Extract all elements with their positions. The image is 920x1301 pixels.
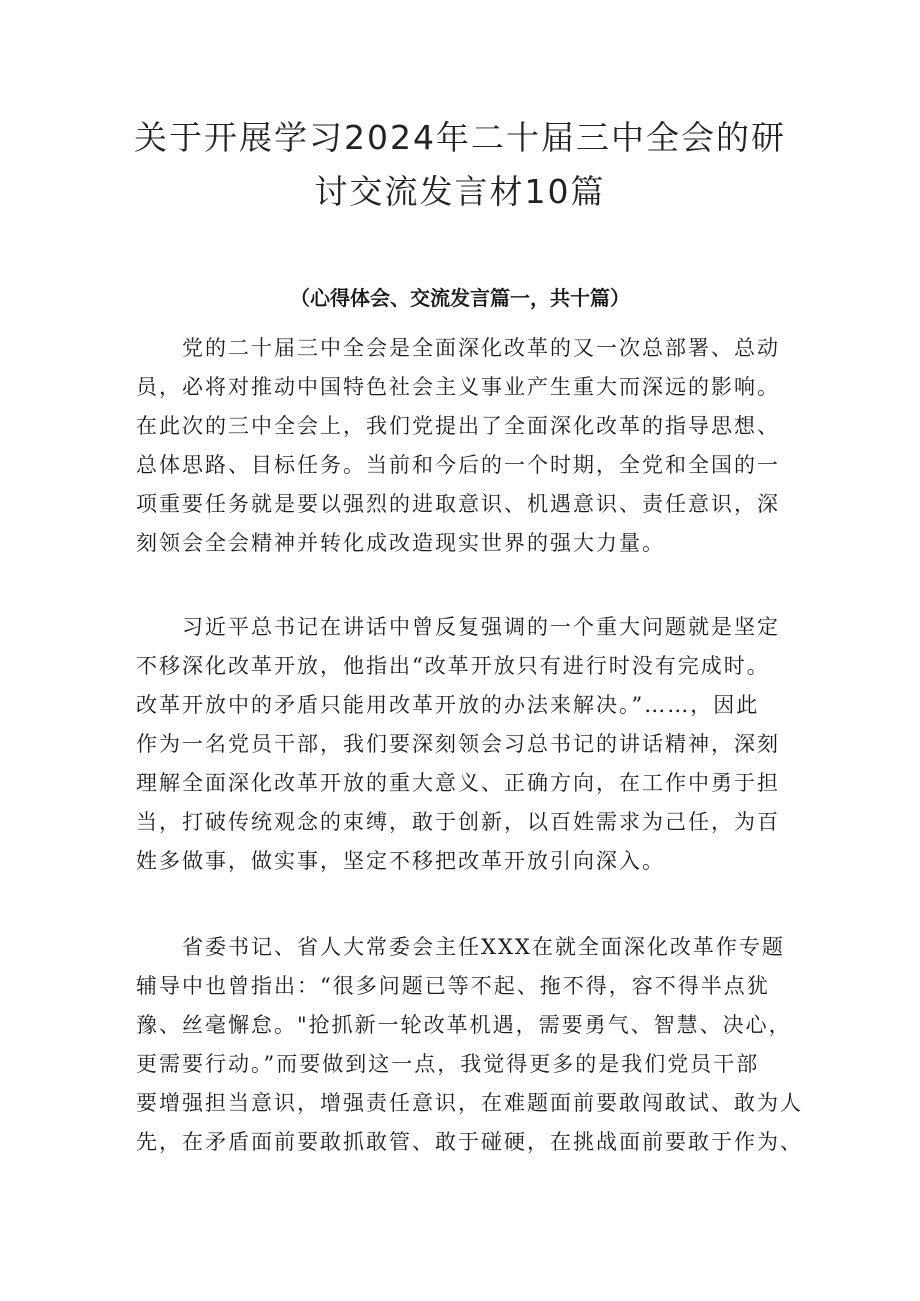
paragraph-line: 员，必将对推动中国特色社会主义事业产生重大而深远的影响。: [136, 375, 780, 399]
paragraph-line: 更需要行动。”而要做到这一点，我觉得更多的是我们党员干部: [136, 1052, 760, 1076]
paragraph-line: 省委书记、省人大常委会主任XXX在就全面深化改革作专题: [182, 935, 785, 959]
paragraph-2: [136, 608, 816, 881]
paragraph-line: 先，在矛盾面前要敢抓敢管、敢于碰硬，在挑战面前要敢于作为、: [136, 1130, 803, 1154]
paragraph-line: 要增强担当意识，增强责任意识，在难题面前要敢闯敢试、敢为人: [136, 1091, 803, 1115]
paragraph-line: 姓多做事，做实事，坚定不移把改革开放引向深入。: [136, 849, 665, 873]
paragraph-line: 不移深化改革开放，他指出“改革开放只有进行时没有完成时。: [136, 654, 770, 678]
paragraph-line: 理解全面深化改革开放的重大意义、正确方向，在工作中勇于担: [136, 771, 780, 795]
paragraph-line: 当，打破传统观念的束缚，敢于创新，以百姓需求为己任，为百: [136, 810, 780, 834]
document-subtitle: （心得体会、交流发言篇一，共十篇）: [290, 286, 630, 310]
paragraph-line: 党的二十届三中全会是全面深化改革的又一次总部署、总动: [182, 336, 780, 360]
paragraph-line: 豫、丝毫懈怠。"抢抓新一轮改革机遇，需要勇气、智慧、决心，: [136, 1013, 792, 1037]
paragraph-line: 习近平总书记在讲话中曾反复强调的一个重大问题就是坚定: [182, 615, 780, 639]
paragraph-line: 作为一名党员干部，我们要深刻领会习总书记的讲话精神，深刻: [136, 732, 780, 756]
paragraph-line: 辅导中也曾指出：“很多问题已等不起、拖不得，容不得半点犹: [136, 974, 770, 998]
document-title-line-1: 关于开展学习2024年二十届三中全会的研: [134, 118, 786, 157]
paragraph-line: 改革开放中的矛盾只能用改革开放的办法来解决。”……，因此: [136, 693, 760, 717]
paragraph-line: 在此次的三中全会上，我们党提出了全面深化改革的指导思想、: [136, 414, 780, 438]
paragraph-line: 总体思路、目标任务。当前和今后的一个时期，全党和全国的一: [136, 453, 780, 477]
paragraph-3: [136, 928, 816, 1162]
paragraph-line: 项重要任务就是要以强烈的进取意识、机遇意识、责任意识，深: [136, 492, 780, 516]
document-title-line-2: 讨交流发言材10篇: [314, 172, 606, 211]
paragraph-line: 刻领会全会精神并转化成改造现实世界的强大力量。: [136, 531, 665, 555]
paragraph-1: [136, 329, 816, 563]
